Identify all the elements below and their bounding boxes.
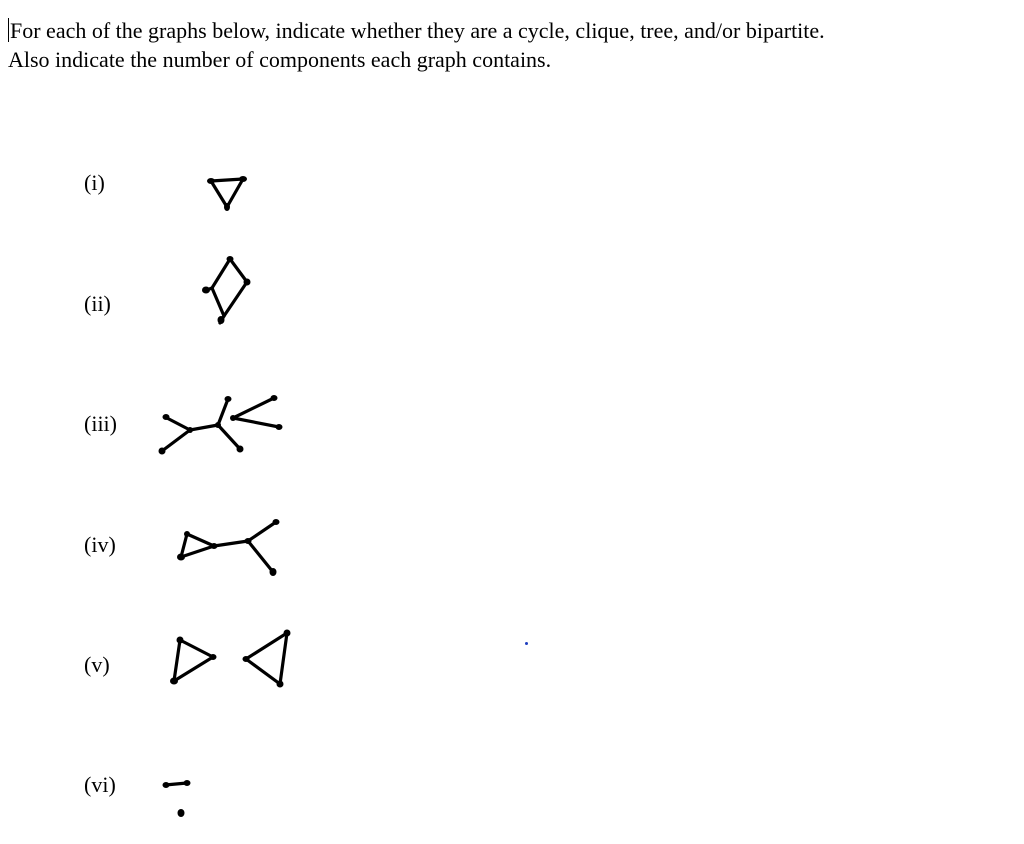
graph-v-vertex: [284, 630, 291, 637]
graph-ii-drawing: [202, 256, 251, 324]
graph-iii-vertex: [225, 396, 232, 402]
graph-v-edge: [174, 640, 180, 681]
graph-i-edge: [211, 181, 227, 207]
graph-v-vertex: [177, 637, 184, 644]
graph-i-vertex: [239, 176, 247, 182]
graph-iii-edge: [162, 430, 190, 451]
graph-v-edge: [280, 633, 287, 684]
graph-label-ii: (ii): [84, 291, 111, 316]
graph-i-edge: [227, 179, 243, 207]
stray-dot: [525, 642, 528, 645]
graph-iii-vertex: [271, 395, 278, 401]
graph-ii-edge: [230, 259, 247, 282]
graph-iii-edge: [190, 425, 218, 430]
graph-label-iv: (iv): [84, 532, 116, 557]
graph-ii-edge: [212, 259, 230, 288]
graph-label-v: (v): [84, 652, 110, 677]
graph-iii-edge: [233, 418, 279, 427]
graph-i-edge: [211, 179, 243, 181]
graph-v-vertex: [210, 654, 217, 660]
graph-label-iii: (iii): [84, 411, 117, 436]
graph-iii-vertex: [187, 427, 193, 433]
graph-iv-vertex: [273, 519, 280, 525]
graph-ii-vertex: [244, 279, 251, 286]
graph-iii-vertex: [215, 422, 221, 428]
graph-vi-drawing: [163, 780, 191, 817]
graph-vi-vertex: [178, 809, 185, 817]
graph-v-vertex: [277, 681, 284, 688]
graph-ii-vertex: [202, 287, 210, 294]
graph-vi-vertex: [163, 782, 170, 788]
graph-iii-vertex: [237, 446, 244, 453]
graph-iii-edge: [165, 417, 190, 430]
graph-iv-vertex: [270, 568, 277, 576]
graph-v-vertex: [243, 656, 250, 662]
graph-iii-vertex: [163, 414, 170, 420]
graph-v-edge: [246, 659, 280, 684]
graph-iii-vertex: [230, 415, 236, 421]
graph-iv-vertex: [184, 531, 190, 537]
instructions-line-2: Also indicate the number of components each graph contains.: [8, 47, 552, 72]
graph-ii-vertex: [218, 316, 225, 324]
graph-iii-edge: [218, 399, 228, 425]
graph-i-vertex: [224, 203, 230, 211]
graph-iv-edge: [248, 522, 276, 541]
graph-v-edge: [246, 633, 287, 659]
graph-v-vertex: [170, 678, 178, 685]
graph-iv-edge: [181, 546, 214, 557]
graph-iii-vertex: [159, 448, 166, 455]
graph-iv-edge: [214, 541, 248, 546]
graph-iv-vertex: [245, 538, 252, 544]
graph-iii-edge: [233, 398, 274, 418]
graph-iv-edge: [248, 541, 273, 572]
graph-v-drawing: [170, 630, 291, 688]
graph-iv-edge: [187, 534, 214, 546]
graph-i-drawing: [207, 176, 247, 211]
graph-ii-edge: [212, 288, 224, 316]
graph-iv-edge: [181, 534, 187, 557]
graph-vi-vertex: [184, 780, 191, 786]
graph-label-i: (i): [84, 170, 105, 195]
graph-iii-drawing: [159, 395, 283, 455]
graph-iii-edge: [218, 425, 240, 449]
graph-iv-vertex: [177, 554, 185, 561]
graph-iii-vertex: [276, 424, 283, 430]
instructions-line-1-text: For each of the graphs below, indicate whether they are a cycle, clique, tree, and/or bipartite.: [10, 18, 825, 43]
graph-v-edge: [174, 657, 213, 681]
graph-iv-vertex: [211, 543, 218, 549]
graph-i-vertex: [207, 178, 215, 184]
graph-label-vi: (vi): [84, 772, 116, 797]
graph-ii-vertex: [227, 256, 234, 262]
graph-ii-edge: [224, 282, 247, 316]
graph-v-edge: [180, 640, 213, 657]
graph-iv-drawing: [177, 519, 280, 576]
